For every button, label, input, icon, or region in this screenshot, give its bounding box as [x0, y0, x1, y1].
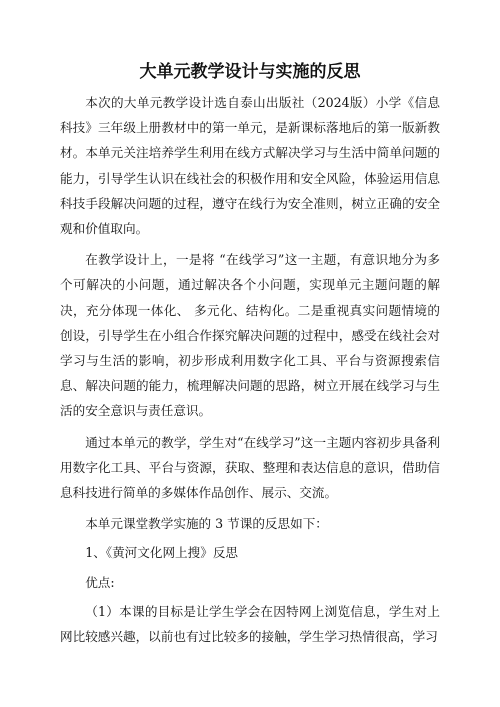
document-page	[60, 60, 440, 655]
subheading-advantages: 优点:	[85, 574, 115, 590]
paragraph-reflection-intro: 本单元课堂教学实施的 3 节课的反思如下：	[85, 516, 328, 532]
paragraph-intro: 本次的大单元教学设计选自泰山出版社（2024版）小学《信息科技》三年级上册教材中的第一单元，是新课标落地后的第一版新教材。本单元关注培养学生利用在线方式解决学习与生活中简单问题的能力，引导学生认识在线社会的积极作用和安全风险，体验运用信息科技手段解决问题的过程，遵守在线行为安全准则，树立正确的安全观和价值取向。	[60, 95, 440, 237]
paragraph-point-1: （1）本课的目标是让学生学会在因特网上浏览信息，学生对上网比较感兴趣，以前也有过比较多的接触，学生学习热情很高，学习	[60, 603, 440, 645]
document-title: 大单元教学设计与实施的反思	[139, 62, 361, 82]
paragraph-outcome: 通过本单元的教学，学生对“在线学习”这一主题内容初步具备利用数字化工具、平台与资源，获取、整理和表达信息的意识，借助信息科技进行简单的多媒体作品创作、展示、交流。	[60, 434, 440, 501]
paragraph-design: 在教学设计上，一是将 “在线学习”这一主题，有意识地分为多个可解决的小问题，通过解决各个小问题，实现单元主题问题的解决，充分体现一体化、 多元化、结构化。二是重视真实问题情境的创设，引导学生在小组合作探究解决问题的过程中，感受在线社会对学习与生活的影响，初步形成利用数字化工具、平台与资源搜索信息、解决问题的能力，梳理解决问题的思路，树立开展在线学习与生活的安全意识与责任意识。	[60, 252, 440, 419]
section-heading-lesson-1: 1、《黄河文化网上搜》反思	[85, 545, 239, 561]
